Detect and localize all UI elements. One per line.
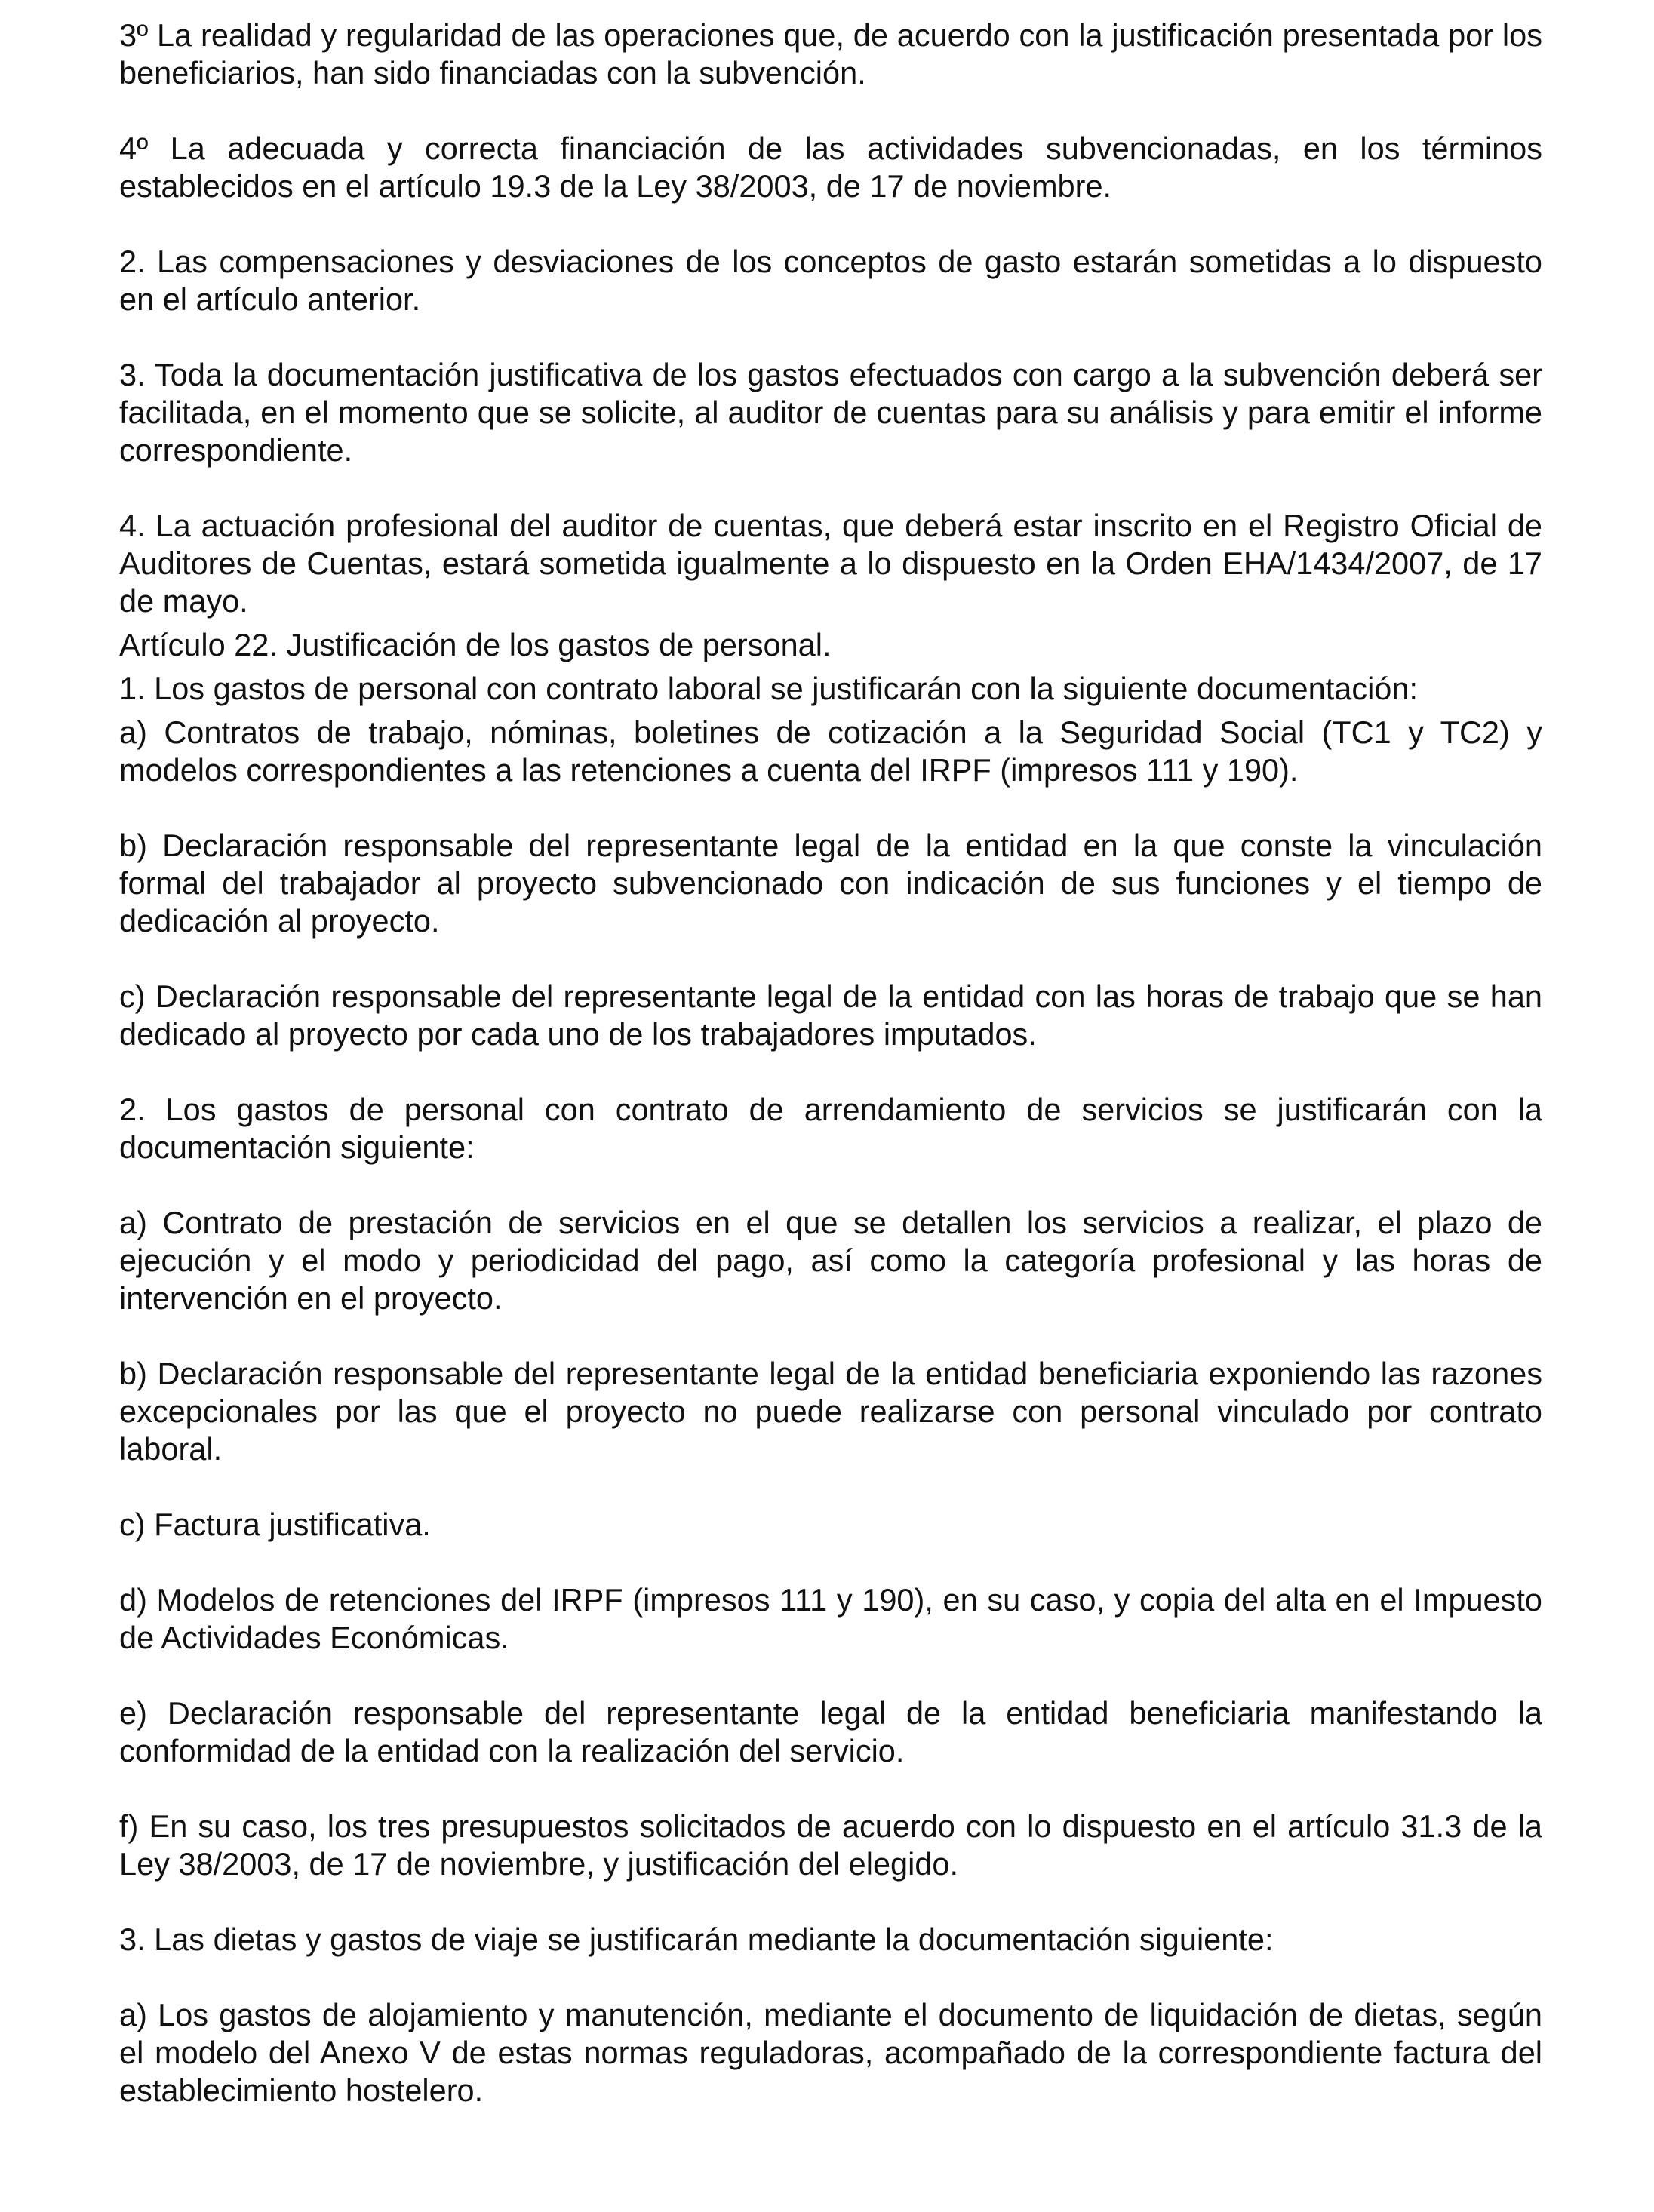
paragraph-personal-arrendamiento: 2. Los gastos de personal con contrato de arrendamiento de servicios se justificarán con la documentación siguiente: <box>119 1092 1542 1165</box>
paragraph-laboral-b: b) Declaración responsable del representante legal de la entidad en la que conste la vinculación formal del trabajador al proyecto subvencionado con indicación de sus funciones y el tiempo de dedicación al proyecto. <box>119 828 1542 939</box>
article-22-heading: Artículo 22. Justificación de los gastos de personal. <box>119 627 832 662</box>
paragraph-actuacion-auditor: 4. La actuación profesional del auditor de cuentas, que deberá estar inscrito en el Registro Oficial de Auditores de Cuentas, estará sometida igualmente a lo dispuesto en la Orden EHA/1434/2007, de 17 de mayo. <box>119 508 1542 619</box>
paragraph-item-3: 3º La realidad y regularidad de las operaciones que, de acuerdo con la justificación presentada por los beneficiarios, han sido financiadas con la subvención. <box>119 17 1542 91</box>
paragraph-dietas-a: a) Los gastos de alojamiento y manutención, mediante el documento de liquidación de dietas, según el modelo del Anexo V de estas normas reguladoras, acompañado de la correspondiente factura del establecimiento hostelero. <box>119 1997 1542 2108</box>
paragraph-arrendamiento-d: d) Modelos de retenciones del IRPF (impresos 111 y 190), en su caso, y copia del alta en el Impuesto de Actividades Económicas. <box>119 1582 1542 1655</box>
paragraph-arrendamiento-b: b) Declaración responsable del representante legal de la entidad beneficiaria exponiendo las razones excepcionales por las que el proyecto no puede realizarse con personal vinculado por contrato laboral. <box>119 1356 1542 1467</box>
paragraph-arrendamiento-f: f) En su caso, los tres presupuestos solicitados de acuerdo con lo dispuesto en el artículo 31.3 de la Ley 38/2003, de 17 de noviembre, y justificación del elegido. <box>119 1808 1542 1882</box>
paragraph-item-4: 4º La adecuada y correcta financiación de las actividades subvencionadas, en los términos establecidos en el artículo 19.3 de la Ley 38/2003, de 17 de noviembre. <box>119 131 1542 204</box>
paragraph-personal-laboral: 1. Los gastos de personal con contrato laboral se justificarán con la siguiente documentación: <box>119 671 1418 706</box>
paragraph-documentacion-auditor: 3. Toda la documentación justificativa de los gastos efectuados con cargo a la subvención deberá ser facilitada, en el momento que se solicite, al auditor de cuentas para su análisis y para emitir el informe correspondiente. <box>119 357 1542 468</box>
paragraph-laboral-a: a) Contratos de trabajo, nóminas, boletines de cotización a la Seguridad Social (TC1 y TC2) y modelos correspondientes a las retenciones a cuenta del IRPF (impresos 111 y 190). <box>119 714 1542 788</box>
paragraph-compensaciones: 2. Las compensaciones y desviaciones de los conceptos de gasto estarán sometidas a lo dispuesto en el artículo anterior. <box>119 244 1542 317</box>
paragraph-arrendamiento-e: e) Declaración responsable del representante legal de la entidad beneficiaria manifestando la conformidad de la entidad con la realización del servicio. <box>119 1695 1542 1768</box>
paragraph-dietas: 3. Las dietas y gastos de viaje se justificarán mediante la documentación siguiente: <box>119 1922 1274 1957</box>
paragraph-arrendamiento-a: a) Contrato de prestación de servicios en el que se detallen los servicios a realizar, el plazo de ejecución y el modo y periodicidad del pago, así como la categoría profesional y las horas de intervención en el proyecto. <box>119 1205 1542 1316</box>
document-body <box>119 17 1542 2109</box>
paragraph-arrendamiento-c: c) Factura justificativa. <box>119 1507 431 1542</box>
paragraph-laboral-c: c) Declaración responsable del representante legal de la entidad con las horas de trabajo que se han dedicado al proyecto por cada uno de los trabajadores imputados. <box>119 979 1542 1052</box>
